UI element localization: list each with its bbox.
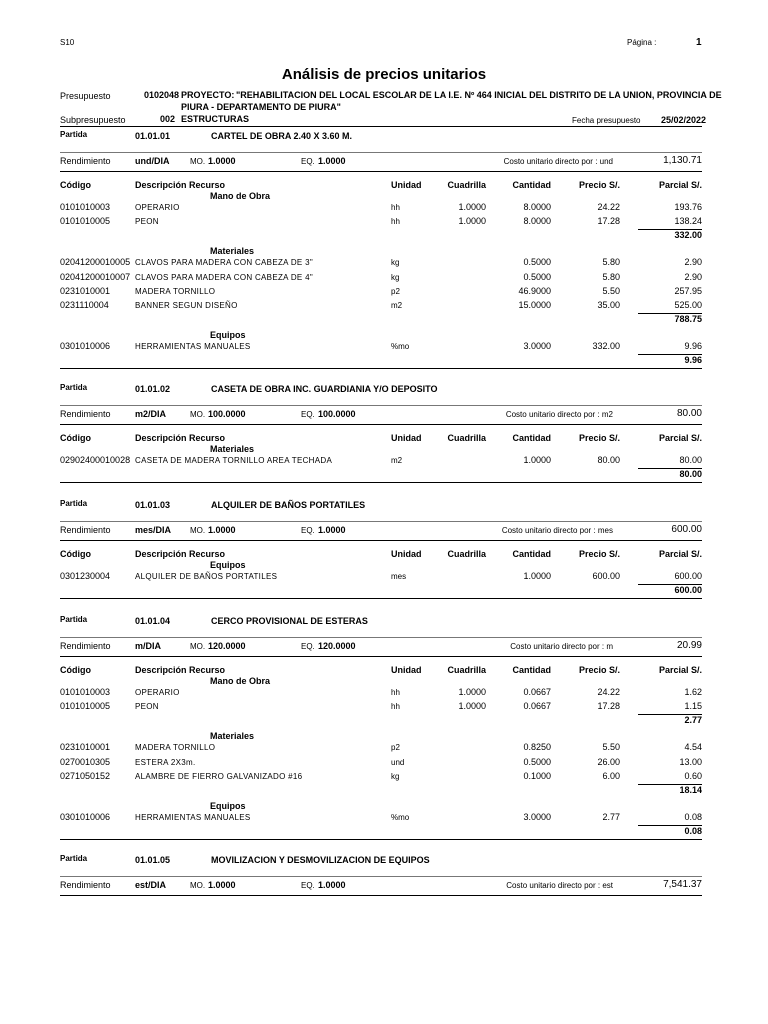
item-unidad: und — [391, 757, 405, 767]
item-unidad: p2 — [391, 286, 400, 296]
costo-label: Costo unitario directo por : est — [506, 881, 613, 890]
col-precio-header: Precio S/. — [578, 665, 620, 675]
presupuesto-label: Presupuesto — [60, 91, 111, 101]
group-subtotal: 2.77 — [684, 715, 702, 726]
item-parcial: 0.08 — [684, 812, 702, 822]
item-precio: 5.50 — [602, 742, 620, 753]
item-unidad: p2 — [391, 743, 400, 753]
col-unidad-header: Unidad — [391, 665, 422, 675]
item-unidad: m2 — [391, 456, 403, 465]
fecha-label: Fecha presupuesto — [572, 116, 641, 125]
group-subtotal: 332.00 — [674, 230, 702, 241]
item-codigo: 0301010006 — [60, 341, 111, 352]
rendimiento-divider — [60, 171, 702, 172]
col-descripcion-header: Descripción Recurso — [135, 549, 226, 559]
mo-value: 100.0000 — [208, 409, 246, 419]
item-cantidad: 46.9000 — [518, 285, 551, 296]
col-precio-header: Precio S/. — [578, 433, 620, 443]
item-cantidad: 0.8250 — [523, 742, 551, 753]
proyecto-line-1: "REHABILITACION DEL LOCAL ESCOLAR DE LA I.E. Nº 464 INICIAL DEL DISTRITO DE LA UNION, PROVINCIA DE — [236, 90, 722, 100]
eq-value: 120.0000 — [318, 641, 356, 651]
col-cuadrilla-header: Cuadrilla — [447, 665, 486, 675]
mo-value: 1.0000 — [208, 880, 236, 890]
partida-label: Partida — [60, 615, 88, 624]
item-parcial: 2.90 — [684, 257, 702, 268]
item-precio: 5.50 — [602, 285, 620, 296]
item-cantidad: 0.0667 — [523, 687, 551, 697]
item-precio: 17.28 — [597, 216, 620, 227]
group-heading: Materiales — [210, 444, 255, 454]
item-unidad: hh — [391, 702, 400, 712]
item-unidad: kg — [391, 771, 400, 781]
costo-value: 20.99 — [676, 640, 702, 651]
item-descripcion: CLAVOS PARA MADERA CON CABEZA DE 4" — [135, 272, 313, 282]
costo-label: Costo unitario directo por : m — [510, 642, 613, 651]
item-codigo: 0270010305 — [60, 756, 111, 767]
col-cantidad-header: Cantidad — [512, 665, 551, 675]
col-cantidad-header: Cantidad — [512, 433, 551, 443]
rendimiento-unit: mes/DIA — [135, 525, 172, 535]
item-codigo: 02902400010028 — [60, 455, 131, 465]
col-unidad-header: Unidad — [391, 549, 422, 559]
mo-label: MO. — [190, 881, 206, 890]
item-parcial: 525.00 — [674, 300, 702, 310]
item-parcial: 80.00 — [679, 455, 702, 465]
col-cuadrilla-header: Cuadrilla — [447, 180, 486, 190]
item-cuadrilla: 1.0000 — [458, 687, 486, 697]
group-subtotal: 788.75 — [674, 314, 702, 325]
subpresupuesto-name: ESTRUCTURAS — [181, 114, 250, 124]
eq-label: EQ. — [301, 157, 315, 166]
item-precio: 5.80 — [602, 257, 620, 268]
page-title: Análisis de precios unitarios — [281, 66, 487, 83]
eq-value: 1.0000 — [318, 525, 346, 535]
mo-label: MO. — [190, 642, 206, 651]
costo-value: 80.00 — [676, 408, 702, 419]
col-parcial-header: Parcial S/. — [658, 549, 702, 559]
item-unidad: hh — [391, 203, 400, 212]
col-precio-header: Precio S/. — [578, 549, 620, 559]
costo-value: 1,130.71 — [663, 155, 702, 166]
item-precio: 24.22 — [597, 202, 620, 212]
eq-value: 1.0000 — [318, 880, 346, 890]
partida-code: 01.01.05 — [135, 855, 171, 865]
rendimiento-divider — [60, 895, 702, 896]
item-descripcion: PEON — [135, 702, 159, 712]
proyecto-line-2: PIURA - DEPARTAMENTO DE PIURA" — [181, 102, 341, 112]
proyecto-label: PROYECTO: — [181, 90, 235, 100]
item-codigo: 0101010003 — [60, 202, 111, 212]
item-parcial: 1.62 — [684, 687, 702, 697]
partida-divider — [60, 876, 702, 877]
item-descripcion: OPERARIO — [135, 688, 180, 697]
col-parcial-header: Parcial S/. — [658, 180, 702, 190]
partida-label: Partida — [60, 854, 88, 863]
item-descripcion: PEON — [135, 217, 159, 227]
rendimiento-label: Rendimiento — [60, 525, 111, 535]
item-descripcion: OPERARIO — [135, 203, 180, 212]
item-cantidad: 8.0000 — [523, 202, 551, 212]
rendimiento-unit: und/DIA — [135, 156, 170, 166]
group-heading: Equipos — [210, 801, 246, 811]
rendimiento-label: Rendimiento — [60, 641, 111, 651]
item-cuadrilla: 1.0000 — [458, 216, 486, 227]
item-cantidad: 15.0000 — [518, 300, 551, 310]
mo-label: MO. — [190, 526, 206, 535]
item-codigo: 0231010001 — [60, 285, 111, 296]
group-heading: Materiales — [210, 246, 255, 257]
partida-name: CARTEL DE OBRA 2.40 X 3.60 M. — [211, 131, 353, 141]
subpresupuesto-code: 002 — [160, 114, 176, 124]
item-cantidad: 0.5000 — [523, 257, 551, 268]
partida-divider — [60, 637, 702, 638]
item-unidad: %mo — [391, 813, 410, 822]
mo-value: 1.0000 — [208, 525, 236, 535]
item-parcial: 600.00 — [674, 571, 702, 581]
item-descripcion: MADERA TORNILLO — [135, 743, 216, 753]
group-heading: Mano de Obra — [210, 191, 271, 201]
partida-label: Partida — [60, 130, 88, 139]
eq-label: EQ. — [301, 526, 315, 535]
col-descripcion-header: Descripción Recurso — [135, 433, 226, 443]
partida-code: 01.01.01 — [135, 131, 171, 141]
rendimiento-label: Rendimiento — [60, 156, 111, 166]
item-descripcion: ALQUILER DE BAÑOS PORTATILES — [135, 572, 278, 581]
col-codigo-header: Código — [60, 433, 91, 443]
mo-label: MO. — [190, 157, 206, 166]
item-cantidad: 1.0000 — [523, 455, 551, 465]
item-parcial: 9.96 — [684, 341, 702, 352]
partida-end-divider — [60, 368, 702, 369]
item-codigo: 0101010003 — [60, 687, 111, 697]
mo-label: MO. — [190, 410, 206, 419]
item-parcial: 138.24 — [674, 216, 702, 227]
item-cuadrilla: 1.0000 — [458, 202, 486, 212]
item-cantidad: 0.5000 — [523, 271, 551, 282]
partida-name: CASETA DE OBRA INC. GUARDIANIA Y/O DEPOSITO — [211, 384, 438, 394]
fecha-value: 25/02/2022 — [661, 115, 707, 125]
partida-code: 01.01.03 — [135, 500, 171, 510]
rendimiento-unit: m2/DIA — [135, 409, 167, 419]
item-codigo: 0101010005 — [60, 216, 111, 227]
mo-value: 120.0000 — [208, 641, 246, 651]
partida-divider — [60, 152, 702, 153]
item-parcial: 4.54 — [684, 742, 702, 753]
item-unidad: mes — [391, 572, 407, 581]
item-parcial: 1.15 — [684, 701, 702, 712]
col-parcial-header: Parcial S/. — [658, 433, 702, 443]
item-cuadrilla: 1.0000 — [458, 701, 486, 712]
group-heading: Mano de Obra — [210, 676, 271, 686]
item-precio: 17.28 — [597, 701, 620, 712]
item-precio: 600.00 — [592, 571, 620, 581]
item-codigo: 0301010006 — [60, 812, 111, 822]
item-cantidad: 8.0000 — [523, 216, 551, 227]
item-unidad: m2 — [391, 301, 403, 310]
eq-label: EQ. — [301, 881, 315, 890]
group-heading: Equipos — [210, 330, 246, 341]
subpresupuesto-label: Subpresupuesto — [60, 115, 126, 125]
presupuesto-code: 0102048 — [144, 90, 180, 100]
partida-divider — [60, 405, 702, 406]
partida-end-divider — [60, 839, 702, 840]
partida-end-divider — [60, 482, 702, 483]
rendimiento-unit: est/DIA — [135, 880, 167, 890]
group-subtotal: 80.00 — [679, 469, 702, 480]
costo-value: 7,541.37 — [663, 879, 702, 890]
col-unidad-header: Unidad — [391, 433, 422, 443]
eq-label: EQ. — [301, 642, 315, 651]
item-unidad: kg — [391, 258, 400, 268]
item-cantidad: 0.0667 — [523, 701, 551, 712]
item-codigo: 02041200010007 — [60, 271, 131, 282]
item-descripcion: HERRAMIENTAS MANUALES — [135, 813, 251, 822]
item-precio: 35.00 — [597, 300, 620, 310]
item-descripcion: ESTERA 2X3m. — [135, 757, 196, 767]
partida-end-divider — [60, 598, 702, 599]
costo-label: Costo unitario directo por : mes — [501, 526, 613, 535]
item-parcial: 2.90 — [684, 271, 702, 282]
item-codigo: 0231010001 — [60, 742, 111, 753]
report-code: S10 — [60, 38, 75, 47]
rendimiento-label: Rendimiento — [60, 880, 111, 890]
partida-name: ALQUILER DE BAÑOS PORTATILES — [211, 500, 366, 510]
partida-divider — [60, 521, 702, 522]
col-cantidad-header: Cantidad — [512, 549, 551, 559]
item-cantidad: 0.1000 — [523, 770, 551, 781]
item-unidad: hh — [391, 217, 400, 227]
group-subtotal: 600.00 — [674, 585, 702, 596]
item-unidad: kg — [391, 272, 400, 282]
item-codigo: 02041200010005 — [60, 257, 131, 268]
item-codigo: 0101010005 — [60, 701, 111, 712]
item-descripcion: CLAVOS PARA MADERA CON CABEZA DE 3" — [135, 258, 313, 268]
item-precio: 332.00 — [592, 341, 620, 352]
col-cuadrilla-header: Cuadrilla — [447, 433, 486, 443]
page-number: 1 — [696, 37, 702, 48]
col-descripcion-header: Descripción Recurso — [135, 180, 226, 190]
col-codigo-header: Código — [60, 549, 91, 559]
partida-name: CERCO PROVISIONAL DE ESTERAS — [211, 616, 368, 626]
item-descripcion: HERRAMIENTAS MANUALES — [135, 342, 251, 352]
item-unidad: hh — [391, 688, 400, 697]
item-parcial: 0.60 — [684, 770, 702, 781]
item-precio: 2.77 — [602, 812, 620, 822]
item-descripcion: CASETA DE MADERA TORNILLO AREA TECHADA — [135, 456, 333, 465]
eq-value: 1.0000 — [318, 156, 346, 166]
item-codigo: 0231110004 — [60, 300, 109, 310]
item-precio: 24.22 — [597, 687, 620, 697]
col-precio-header: Precio S/. — [578, 180, 620, 190]
rendimiento-divider — [60, 656, 702, 657]
rendimiento-label: Rendimiento — [60, 409, 111, 419]
partida-label: Partida — [60, 499, 88, 508]
costo-label: Costo unitario directo por : und — [503, 157, 613, 166]
item-cantidad: 1.0000 — [523, 571, 551, 581]
item-descripcion: MADERA TORNILLO — [135, 286, 216, 296]
item-unidad: %mo — [391, 342, 410, 352]
partida-label: Partida — [60, 383, 88, 392]
header-divider — [60, 126, 702, 127]
item-precio: 5.80 — [602, 271, 620, 282]
eq-value: 100.0000 — [318, 409, 356, 419]
costo-label: Costo unitario directo por : m2 — [505, 410, 613, 419]
col-descripcion-header: Descripción Recurso — [135, 665, 226, 675]
partida-name: MOVILIZACION Y DESMOVILIZACION DE EQUIPOS — [211, 855, 430, 865]
item-descripcion: ALAMBRE DE FIERRO GALVANIZADO #16 — [135, 771, 303, 781]
item-precio: 6.00 — [602, 770, 620, 781]
rendimiento-unit: m/DIA — [135, 641, 162, 651]
item-precio: 26.00 — [597, 756, 620, 767]
item-parcial: 193.76 — [674, 202, 702, 212]
item-codigo: 0301230004 — [60, 571, 111, 581]
item-descripcion: BANNER SEGUN DISEÑO — [135, 301, 238, 310]
col-codigo-header: Código — [60, 180, 91, 190]
col-parcial-header: Parcial S/. — [658, 665, 702, 675]
col-cuadrilla-header: Cuadrilla — [447, 549, 486, 559]
partida-code: 01.01.04 — [135, 616, 171, 626]
group-subtotal: 9.96 — [684, 355, 702, 366]
col-unidad-header: Unidad — [391, 180, 422, 190]
eq-label: EQ. — [301, 410, 315, 419]
page-label: Página : — [627, 38, 657, 47]
rendimiento-divider — [60, 424, 702, 425]
group-subtotal: 0.08 — [684, 826, 702, 837]
item-cantidad: 0.5000 — [523, 756, 551, 767]
item-cantidad: 3.0000 — [523, 812, 551, 822]
group-heading: Equipos — [210, 560, 246, 570]
group-subtotal: 18.14 — [679, 785, 702, 795]
item-parcial: 257.95 — [674, 285, 702, 296]
item-cantidad: 3.0000 — [523, 341, 551, 352]
col-codigo-header: Código — [60, 665, 91, 675]
partida-code: 01.01.02 — [135, 384, 171, 394]
item-precio: 80.00 — [597, 455, 620, 465]
item-parcial: 13.00 — [679, 756, 702, 767]
mo-value: 1.0000 — [208, 156, 236, 166]
col-cantidad-header: Cantidad — [512, 180, 551, 190]
rendimiento-divider — [60, 540, 702, 541]
costo-value: 600.00 — [671, 524, 702, 535]
item-codigo: 0271050152 — [60, 770, 111, 781]
group-heading: Materiales — [210, 731, 255, 742]
